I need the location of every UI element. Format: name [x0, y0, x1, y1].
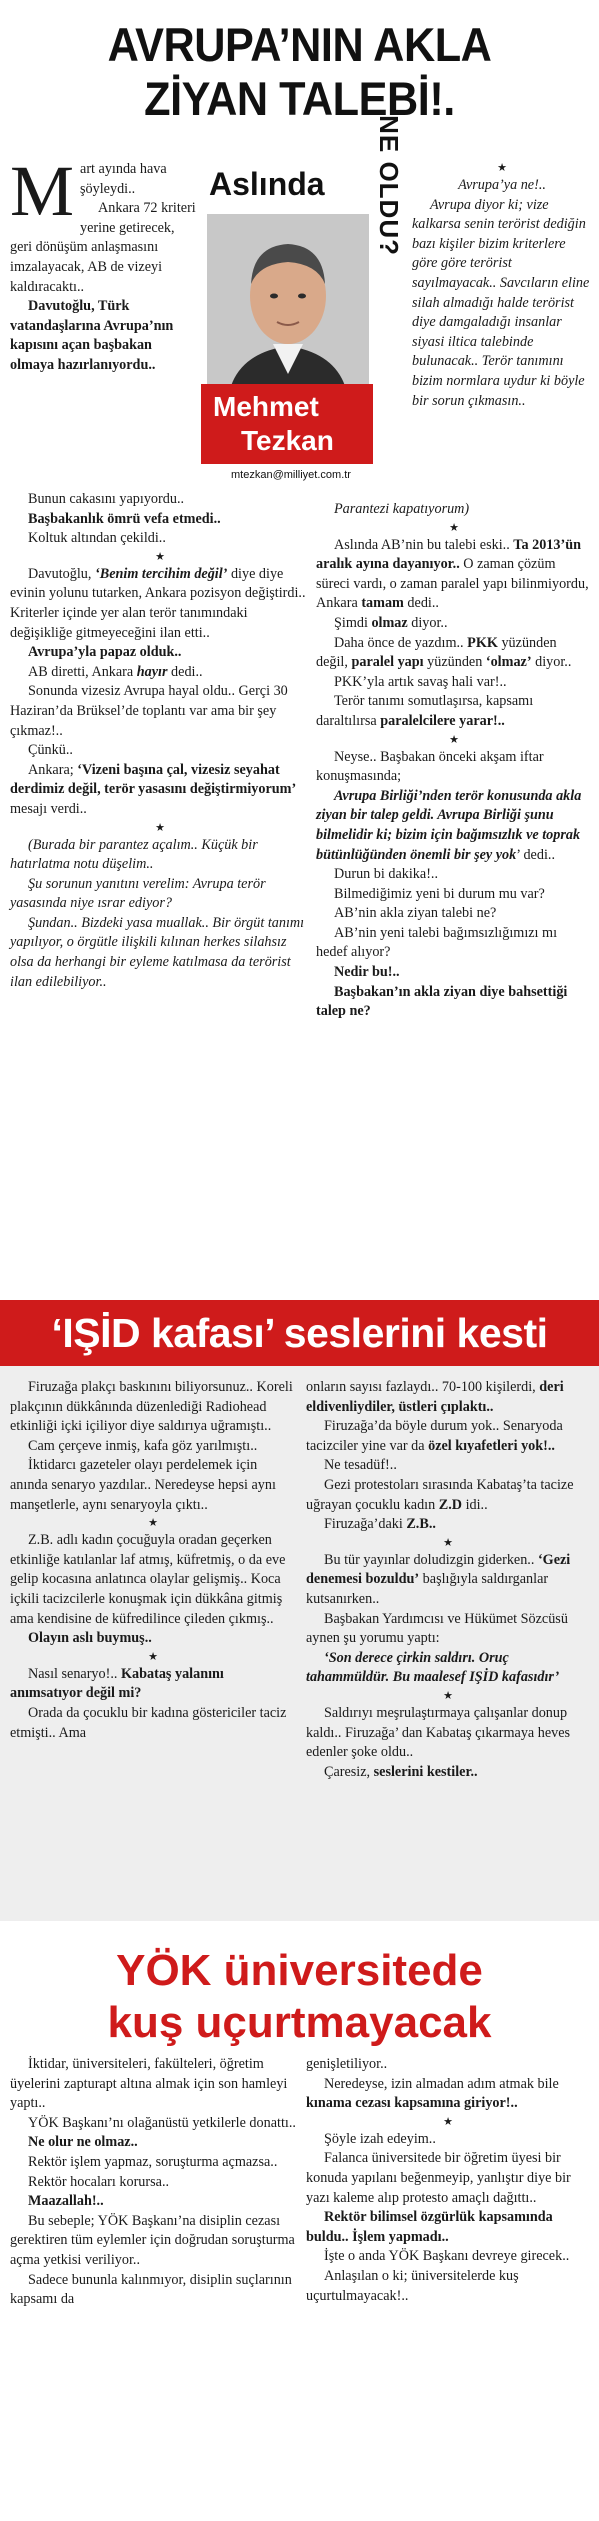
paragraph: genişletiliyor..	[306, 2056, 388, 2072]
paragraph: Anlaşılan o ki; üniversitelerde kuş uçurtulmayacak!..	[306, 2267, 519, 2304]
paragraph-italic: Şu sorunun yanıtını verelim: Avrupa terör yasasında niye ısrar ediyor?	[10, 875, 266, 912]
paragraph-italic: Avrupa’ya ne!..	[458, 177, 546, 193]
isid-column-left: Firuzağa plakçı baskınını biliyorsunuz.. Koreli plakçının dükkânında düzenlediği Radiohead etkinliği içki içiliyor diye saldırıya uğramıştı.. Cam çerçeve inmiş, kafa göz yarılmıştı.. İktidarcı gazeteler olayı perdelemek için anında senaryo yazdılar.. Neredeyse hepsi aynı manşetlerle, aynı senaryoyla çıktı.. ★ Z.B. adlı kadın çocuğuyla oradan geçerken etkinliğe katılanlar laf atmış, küfretmiş, o da eve gelip kocasına anlatınca olaylar gelişmiş.. Koca içkili tacizcilerle konuşmak için dükkâna gitmiş ama kendisine de küfredilince çileden çıkmış.. Olayın aslı buymuş.. ★ Nasıl senaryo!.. Kabataş yalanını anımsatıyor değil mi? Orada da çocuklu bir kadına göstericiler taciz etmişti.. Ama	[10, 1378, 296, 1743]
paragraph: Şöyle izah edeyim..	[324, 2130, 436, 2147]
paragraph-bold: Başbakanlık ömrü vefa etmedi..	[28, 510, 221, 527]
paragraph: Falanca üniversitede bir öğretim üyesi bir konuda yapılanı beğenmeyip, yanlıştır diye bir yazı kaleme alıp protesto amaçlı dağıttı..	[306, 2150, 571, 2206]
paragraph: İşte o anda YÖK Başkanı devreye girecek..	[324, 2248, 570, 2265]
paragraph: Sadece bununla kalınmıyor, disiplin suçlarının kapsamı da	[10, 2271, 292, 2308]
author-first-name: Mehmet	[213, 391, 319, 422]
star-separator: ★	[148, 1517, 158, 1530]
author-portrait-image	[207, 214, 369, 404]
star-separator: ★	[443, 2115, 453, 2128]
yok-headline	[0, 1945, 599, 2049]
paragraph-bold: Avrupa’yla papaz olduk..	[28, 644, 182, 661]
paragraph-bold: Maazallah!..	[28, 2193, 104, 2210]
column-title: Aslında	[209, 166, 325, 202]
yok-column-left	[10, 2055, 296, 2310]
author-email: mtezkan@milliyet.com.tr	[231, 469, 351, 481]
article1-column-left-lower: Bunun cakasını yapıyordu.. Başbakanlık ömrü vefa etmedi.. Koltuk altından çekildi.. ★ Davutoğlu, ‘Benim tercihim değil’ diye diye evinin yolunu tutarken, Ankara pozisyon değiştirdi.. Kriterler içinde yer alan terör tanımındaki değişikliğe gitmeyeceğini ilan etti.. Avrupa’yla papaz olduk.. AB diretti, Ankara hayır dedi.. Sonunda vizesiz Avrupa hayal oldu.. Gerçi 30 Haziran’da Brüksel’de toplantı var ama bir şey çıkmaz!.. Çünkü.. Ankara; ‘Vizeni başına çal, vizesiz seyahat derdimiz değil, terör yasasını değiştirmiyorum’ mesajı verdi.. ★ (Burada bir parantez açalım.. Küçük bir hatırlatma notu düşelim.. Şu sorunun yanıtını verelim: Avrupa terör yasasında niye ısrar ediyor? Şundan.. Bizdeki yasa muallak.. Bir örgüt tanımı yapılıyor, o örgütle ilişkili kılınan herkes silahsız olsa da herhangi bir eyleme katılmasa da terörist ilan edilebiliyor..	[10, 490, 310, 992]
quote-bold: ‘Vizeni başına çal, vizesiz seyahat derdimiz değil, terör yasasını değiştirmiyorum’	[10, 761, 297, 798]
paragraph: AB’nin yeni talebi bağımsızlığımızı mı hedef alıyor?	[316, 924, 558, 961]
headline-line-2: ZİYAN TALEBİ!.	[144, 72, 455, 125]
quote-bold: Avrupa Birliği’nden terör konusunda akla ziyan bir talep geldi. Avrupa Birliği şunu bilmelidir ki; bizim için bağımsızlık ve toprak bütünlüğünden önemli bir şey yok	[316, 787, 582, 863]
drop-cap: M	[10, 151, 75, 231]
paragraph: Bu sebeple; YÖK Başkanı’na disiplin cezası gerektiren tüm eylemler için doğrudan soruşturma açma yetkisi veriliyor..	[10, 2212, 295, 2268]
article1-column-right-lower: Parantezi kapatıyorum) ★ Aslında AB’nin bu talebi eski.. Ta 2013’ün aralık ayına dayanıyor.. O zaman çözüm süreci vardı, o zaman paralel yapı bilinmiyordu, Ankara tamam dedi.. Şimdi olmaz diyor.. Daha önce de yazdım.. PKK yüzünden değil, paralel yapı yüzünden ‘olmaz’ diyor.. PKK’yla artık savaş hali var!.. Terör tanımı somutlaşırsa, kapsamı daraltılırsa paralelcilere yarar!.. ★ Neyse.. Başbakan önceki akşam iftar konuşmasında; Avrupa Birliği’nden terör konusunda akla ziyan bir talep geldi. Avrupa Birliği şunu bilmelidir ki; bizim için bağımsızlık ve toprak bütünlüğünden önemli bir şey yok’ dedi.. Durun bi dakika!.. Bilmediğimiz yeni bi durum mu var? AB’nin akla ziyan talebi ne? AB’nin yeni talebi bağımsızlığımızı mı hedef alıyor? Nedir bu!.. Başbakan’ın akla ziyan diye bahsettiği talep ne?	[316, 500, 592, 1022]
star-separator: ★	[497, 162, 507, 174]
paragraph-bold: Rektör bilimsel özgürlük kapsamında buldu.. İşlem yapmadı..	[306, 2209, 553, 2245]
main-headline	[31, 18, 567, 126]
paragraph: Sonunda vizesiz Avrupa hayal oldu.. Gerçi 30 Haziran’da Brüksel’de toplantı var ama bir şey çıkmaz!..	[10, 683, 288, 739]
paragraph: Ankara 72 kriteri yerine getirecek, geri dönüşüm anlaşmasını imzalayacak, AB de vizeyi kaldıracaktı..	[10, 200, 196, 295]
paragraph: Bilmediğimiz yeni bi durum mu var?	[334, 885, 545, 902]
paragraph: Çünkü..	[28, 742, 73, 759]
star-separator: ★	[155, 821, 165, 834]
paragraph: PKK’yla artık savaş hali var!..	[334, 673, 507, 690]
paragraph-bold: Başbakan’ın akla ziyan diye bahsettiği talep ne?	[316, 983, 568, 1020]
star-separator: ★	[443, 1536, 453, 1549]
paragraph: Ne tesadüf!..	[324, 1457, 397, 1474]
paragraph-italic: Şundan.. Bizdeki yasa muallak.. Bir örgüt tanımı yapılıyor, o örgütle ilişkili kılınan herkes silahsız olsa da herhangi bir eyleme katılmasa da terörist ilan edilebiliyor..	[10, 914, 305, 990]
paragraph-italic: (Burada bir parantez açalım.. Küçük bir hatırlatma notu düşelim..	[10, 836, 258, 873]
author-name-banner	[201, 384, 373, 464]
star-separator: ★	[155, 550, 165, 563]
star-separator: ★	[449, 733, 459, 746]
paragraph-italic: Avrupa diyor ki; vize kalkarsa senin terörist dediğin bazı kişiler bizim kriterlere göre göre terörist sayılmayacak.. Savcıların eline silah almadığı halde terörist diye damgaladığı insanlar siyasi iltica talebinde bulunacak.. Terör tanımını bizim normlara uydur ki böyle bir sorun çıkmasın..	[412, 196, 590, 409]
paragraph: Rektör hocaları korursa..	[28, 2173, 170, 2190]
paragraph-bold: Davutoğlu, Türk vatandaşlarına Avrupa’nın kapısını açan başbakan olmaya hazırlanıyordu..	[10, 298, 174, 373]
paragraph: Başbakan Yardımcısı ve Hükümet Sözcüsü aynen şu yorumu yaptı:	[306, 1610, 568, 1647]
paragraph: art ayında hava şöyleydi..	[80, 161, 167, 197]
paragraph: AB’nin akla ziyan talebi ne?	[334, 905, 497, 922]
paragraph: YÖK Başkanı’nı olağanüstü yetkilerle donattı..	[28, 2114, 296, 2131]
paragraph: Orada da çocuklu bir kadına göstericiler taciz etmişti.. Ama	[10, 1704, 287, 1741]
paragraph: Durun bi dakika!..	[334, 866, 439, 883]
yok-headline-line-2: kuş uçurtmayacak	[107, 1998, 492, 2047]
paragraph: İktidarcı gazeteler olayı perdelemek için anında senaryo yazdılar.. Neredeyse hepsi aynı manşetlerle, aynı senaryoyla çıktı..	[10, 1457, 276, 1513]
yok-headline-line-1: YÖK üniversitede	[116, 1946, 483, 1995]
star-separator: ★	[449, 521, 459, 534]
article1-column-left	[10, 151, 196, 376]
paragraph: Koltuk altından çekildi..	[28, 530, 166, 547]
headline-line-1: AVRUPA’NIN AKLA	[107, 18, 492, 71]
paragraph: Rektör işlem yapmaz, soruşturma açmazsa..	[28, 2153, 278, 2170]
star-separator: ★	[443, 1689, 453, 1702]
paragraph: Firuzağa plakçı baskınını biliyorsunuz.. Koreli plakçının dükkânında düzenlediği Radiohead etkinliği içki içiliyor diye saldırıya uğramıştı..	[10, 1379, 293, 1435]
paragraph: Z.B. adlı kadın çocuğuyla oradan geçerken etkinliğe katılanlar laf atmış, küfretmiş, o da eve gelip kocasına anlatınca olaylar gelişmiş.. Koca içkili tacizcilerle konuşmak için dükkâna gitmiş ama kendisine de küfredilince çileden çıkmış..	[10, 1532, 286, 1627]
quote-bold: ‘Son derece çirkin saldırı. Oruç tahammüldür. Bu maalesef IŞİD kafasıdır’	[306, 1649, 560, 1686]
paragraph: Cam çerçeve inmiş, kafa göz yarılmıştı..	[28, 1437, 258, 1454]
quote-bold: ‘Benim tercihim değil’	[95, 565, 228, 582]
columnist-box	[201, 115, 406, 487]
article1-column-right	[412, 160, 592, 411]
paragraph: İktidar, üniversiteleri, fakülteleri, öğretim üyelerini zapturapt altına almak için son hamleyi yaptı..	[10, 2056, 288, 2112]
paragraph-bold: Olayın aslı buymuş..	[28, 1630, 152, 1647]
paragraph-bold: Nedir bu!..	[334, 964, 400, 981]
paragraph-italic: Parantezi kapatıyorum)	[334, 501, 470, 517]
isid-column-right: onların sayısı fazlaydı.. 70-100 kişilerdi, deri eldivenliydiler, üstleri çıplaktı.. Firuzağa’da böyle durum yok.. Senaryoda tacizciler yine var da özel kıyafetleri yok!.. Ne tesadüf!.. Gezi protestoları sırasında Kabataş’ta tacize uğrayan çocuklu kadın Z.D idi.. Firuzağa’daki Z.B.. ★ Bu tür yayınlar doludizgin giderken.. ‘Gezi denemesi bozuldu’ başlığıyla saldırganlar kutsanırken.. Başbakan Yardımcısı ve Hükümet Sözcüsü aynen şu yorumu yaptı: ‘Son derece çirkin saldırı. Oruç tahammüldür. Bu maalesef IŞİD kafasıdır’ ★ Saldırıyı meşrulaştırmaya çalışanlar donup kaldı.. Firuzağa’ dan Kabataş çıkarmaya heves edenler şoke oldu.. Çaresiz, seslerini kestiler..	[306, 1378, 590, 1782]
paragraph: Neyse.. Başbakan önceki akşam iftar konuşmasında;	[316, 748, 544, 785]
paragraph: Saldırıyı meşrulaştırmaya çalışanlar donup kaldı.. Firuzağa’ dan Kabataş çıkarmaya heves edenler şoke oldu..	[306, 1704, 571, 1761]
paragraph-bold: Ne olur ne olmaz..	[28, 2134, 138, 2151]
yok-column-right: genişletiliyor.. Neredeyse, izin almadan adım atmak bile kınama cezası kapsamına giriyor!.. ★ Şöyle izah edeyim.. Falanca üniversitede bir öğretim üyesi bir konuda yapılanı beğenmeyip, yanlıştır diye bir yazı kaleme alıp protesto amaçlı dağıttı.. Rektör bilimsel özgürlük kapsamında buldu.. İşlem yapmadı.. İşte o anda YÖK Başkanı devreye girecek.. Anlaşılan o ki; üniversitelerde kuş uçurtulmayacak!..	[306, 2055, 590, 2306]
author-last-name: Tezkan	[241, 425, 334, 456]
paragraph: Bunun cakasını yapıyordu..	[28, 491, 185, 507]
author-portrait	[207, 214, 369, 404]
isid-headline: ‘IŞİD kafası’ seslerini kesti	[0, 1300, 599, 1366]
column-side-title: NE OLDU?	[374, 115, 404, 256]
star-separator: ★	[148, 1650, 158, 1663]
